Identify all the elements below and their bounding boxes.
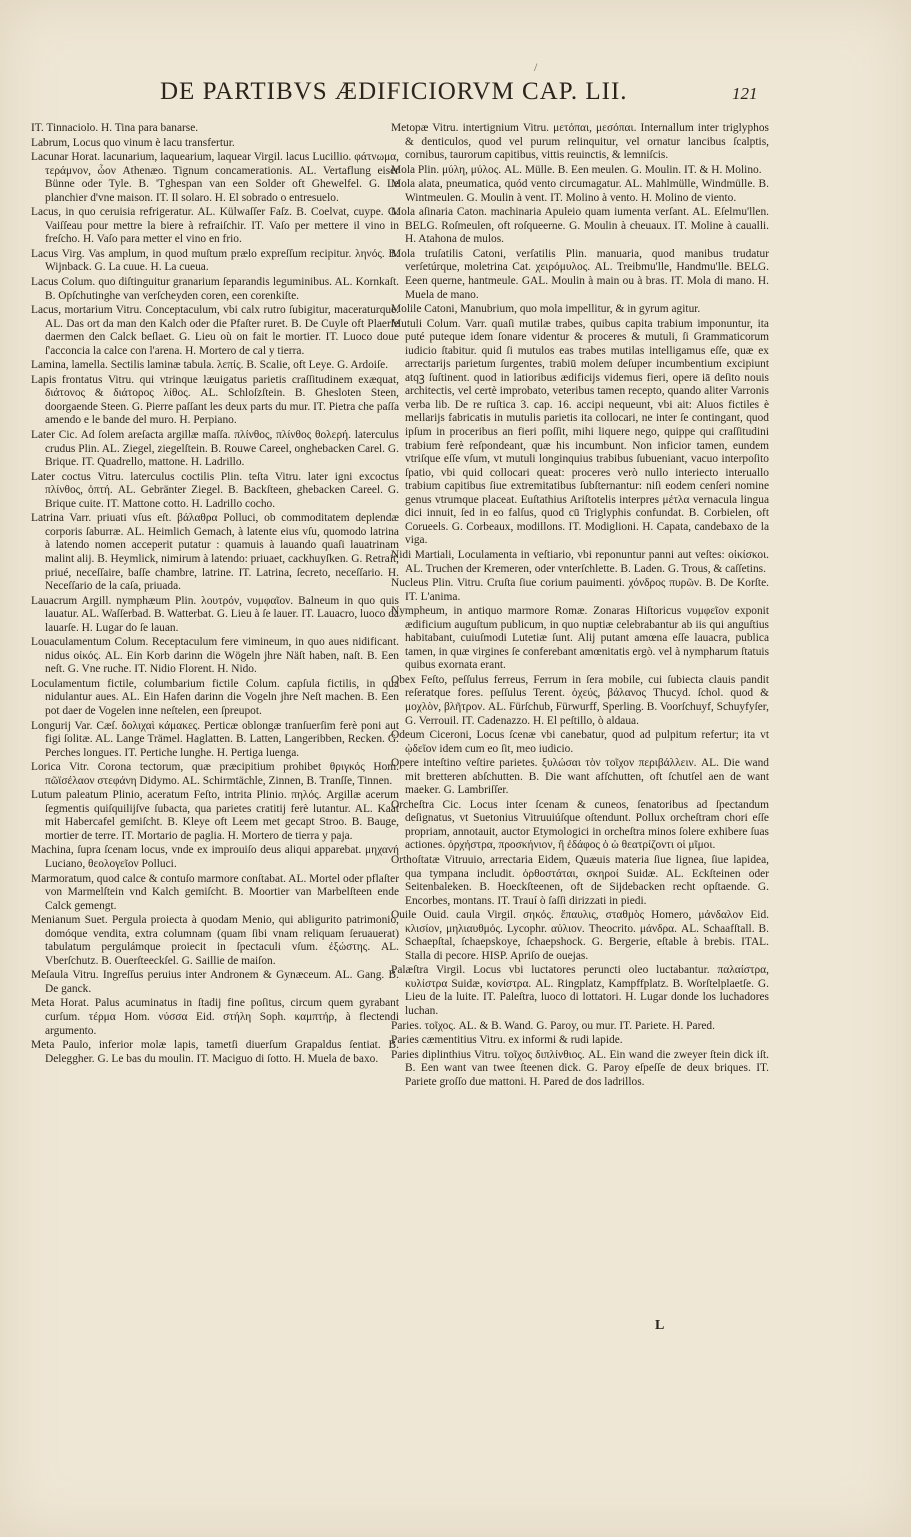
dictionary-entry: Labrum, Locus quo vinum è lacu transfertur. bbox=[31, 136, 235, 149]
dictionary-entry: Lacus Virg. Vas amplum, in quod muſtum prælo expreſſum recipitur. ληνός. B. Wijnback. G. La cuue. H. La cueua. bbox=[31, 247, 399, 274]
right-column bbox=[391, 122, 769, 1090]
dictionary-entry: Meta Horat. Palus acuminatus in ſtadij fine poſitus, circum quem gyrabant curſum. τέρμα Hom. νύσσα Eid. στήλη Soph. καμπτήρ, à flectendi argumento. bbox=[31, 997, 399, 1037]
dictionary-entry: Metopæ Vitru. intertignium Vitru. μετόπαι, μεσόπαι. Internallum inter triglyphos & denticulos, quod vel purum relinquitur, vel ornatur lancibus ſcalptis, cornibus, taurorum capitibus, vittis reuinctis, & lemniſcis. bbox=[391, 122, 769, 162]
dictionary-entry: Molile Catoni, Manubrium, quo mola impellitur, & in gyrum agitur. bbox=[391, 303, 701, 316]
running-header: DE PARTIBVS ÆDIFICIORVM CAP. LII. bbox=[160, 78, 628, 105]
dictionary-entry: Opere inteſtino veſtire parietes. ξυλώσαι τὸν τοῖχον περιβάλλειν. AL. Die wand mit bretteren abſchutten. B. Die want afſchutten, oft ſchutſel aen de want maeker. G. Lambriſſer. bbox=[391, 757, 769, 797]
dictionary-entry: Nidi Martiali, Loculamenta in veſtiario, vbi reponuntur panni aut veſtes: οἰκίσκοι. AL. Truchen der Kremeren, oder vnterſchlette. B. Laden. G. Trous, & caſſetins. bbox=[391, 548, 769, 575]
dictionary-entry: IT. Tinnaciolo. H. Tina para banarse. bbox=[31, 122, 199, 134]
dictionary-entry: Lauacrum Argill. nymphæum Plin. λουτρόν, νυμφαῖον. Balneum in quo quis lauatur. AL. Waſſerbad. B. Watterbat. G. Lieu à ſe lauer. IT. Lauacro, luoco da lauarſe. H. Lugar do ſe lauan. bbox=[31, 594, 399, 634]
dictionary-entry: Palæſtra Virgil. Locus vbi luctatores peruncti oleo luctabantur. παλαίστρα, κυλίστρα Suidæ, κονίστρα. AL. Ringplatz, Kampffplatz. B. Worſtelplaetſe. G. Lieu de la luite. IT. Paleſtra, luoco di lottatori. H. Lugar donde los luchadores luchan. bbox=[391, 964, 769, 1017]
dictionary-entry: Latrina Varr. priuati vſus eſt. βάλαθρα Polluci, ob commoditatem deplendæ corporis ſaburræ. AL. Heimlich Gemach, à latente eius vſu, quomodo latrina à latendo nomen acceperit putatur : quamuis à lauando quaſi lauatrinam malint alij. B. Heymlick, nimirum à latendo: priuaet, cackhuyſken. G. Retrait, priué, neceſſaire, baſſe chambre, latrine. IT. Latrina, ſecreto, neceſſario. H. Neceſſario de la caſa, priuada. bbox=[31, 512, 399, 593]
dictionary-entry: Menianum Suet. Pergula proiecta à quodam Menio, qui abligurito patrimonio, domóque vendita, extra columnam (quam ſibi vnam reliquam ſeruauerat) tabulatum pergulámque proiecit in ſpectaculi vſum. ἐξώστης. AL. Vberſchutz. B. Ouerſteeckſel. G. Saillie de maiſon. bbox=[31, 914, 399, 967]
dictionary-entry: Paries cæmentitius Vitru. ex informi & rudi lapide. bbox=[391, 1034, 623, 1047]
dictionary-entry: Paries diplinthius Vitru. τοῖχος διπλίνθιος. AL. Ein wand die zweyer ſtein dick iſt. B. Een want van twee ſteenen dick. G. Paroy eſpeſſe de deux briques. IT. Pariete groſſo due mattoni. H. Pared de dos ladrillos. bbox=[391, 1048, 769, 1088]
dictionary-entry: Lacus, in quo ceruisia refrigeratur. AL. Külwaſſer Faſz. B. Coelvat, cuype. G. Vaiſſeau pour mettre la biere à refraiſchir. IT. Vaſo per mettere il vino in freſcho. H. Vaſo para metter el vino en frio. bbox=[31, 206, 399, 246]
page-number: 121 bbox=[732, 84, 758, 103]
dictionary-entry: Lapis frontatus Vitru. qui vtrinque læuigatus parietis craſſitudinem exæquat, διάτονος & διάτορος λίθος. AL. Schloſzſtein. B. Ghesloten Steen, doorgaende Steen. G. Pierre paſſant les deux parts du mur. IT. Pietra che paſſa amendo e le bande del muro. H. Perpiano. bbox=[31, 373, 399, 427]
signature-mark: L bbox=[655, 1318, 665, 1333]
dictionary-entry: Mola Plin. μύλη, μύλος. AL. Mülle. B. Een meulen. G. Moulin. IT. & H. Molino. bbox=[391, 163, 762, 176]
dictionary-entry: Odeum Ciceroni, Locus ſcenæ vbi canebatur, quod ad pulpitum refertur; ita vt ᾠδεῖον idem cum eo ſit, meo iudicio. bbox=[391, 729, 769, 755]
dictionary-entry: Ouile Ouid. caula Virgil. σηκός. ἔπαυλις, σταθμὸς Homero, μάνδαλον Eid. κλισίον, μηλιαυθμός. Lycophr. αὐλιον. Theocrito. μάνδρα. AL. Schaafſtall. B. Schaepſtal, ſchaepskoye, ſchaepshock. G. Bergerie, eſtable à brebis. ITAL. Stalla di pecore. HISP. Apriſo de ouejas. bbox=[391, 909, 769, 962]
dictionary-entry: Later Cic. Ad ſolem areſacta argillæ maſſa. πλίνθος, πλίνθος θολερή. laterculus crudus Plin. AL. Ziegel, ziegelſtein. B. Rouwe Careel, onghebacken Carel. G. Brique. IT. Quadrello, mattone. H. Ladrillo. bbox=[31, 429, 399, 469]
dictionary-entry: Lacunar Horat. lacunarium, laquearium, laquear Virgil. lacus Lucillio. φάτνωμα, τεράμνον, ὦον Athenæo. Tignum concamerationis. AL. Vertaflung eiser Bünne oder Tyle. B. 'Tghespan van een Solder oft Ghewelfel. G. Le planchier d'vne maison. IT. Il solaro. H. El sobrado o entresuelo. bbox=[31, 151, 399, 204]
dictionary-entry: Loculamentum fictile, columbarium fictile Colum. capſula fictilis, in qua nidulantur aues. AL. Ein Hafen darinn die Vogeln jhre Neſt machen. B. Een pot daer de Vogelen inne neſtelen, een ſpreupot. bbox=[31, 677, 399, 717]
dictionary-entry: Mola aſinaria Caton. machinaria Apuleio quam iumenta verſant. AL. Eſelmu'llen. BELG. Roſmeulen, oft roſqueerne. G. Moulin à cheuaux. IT. Moline à caualli. H. Atahona de mulos. bbox=[391, 206, 769, 246]
dictionary-entry: Meſaula Vitru. Ingreſſus peruius inter Andronem & Gynæceum. AL. Gang. B. De ganck. bbox=[31, 969, 399, 995]
dictionary-entry: Lacus, mortarium Vitru. Conceptaculum, vbi calx rutro ſubigitur, maceraturque. AL. Das ort da man den Kalch oder die Pfaſter ruret. B. De Cuyle oft Plaerſe daermen den Calck beſlaet. G. Lieu où on fait le mortier. IT. Luoco doue ſ'acconcia la calce con l'arena. H. Mortero de cal y tierra. bbox=[31, 304, 399, 357]
dictionary-entry: Lorica Vitr. Corona tectorum, quæ præcipitium prohibet θριγκός Hom. πῶϊσέλαον στεφάνη Didymo. AL. Schirmtächle, Zinnen, B. Tranſſe, Tinnen. bbox=[31, 761, 399, 787]
dictionary-entry: Louaculamentum Colum. Receptaculum fere vimineum, in quo aues nidificant. nidus οἰκός. AL. Ein Korb darinn die Wögeln jhre Näſt haben, naſt. B. Een neſt. G. Vne ruche. IT. Nidio Florent. H. Nido. bbox=[31, 636, 399, 676]
dictionary-entry: Orcheſtra Cic. Locus inter ſcenam & cuneos, ſenatoribus ad ſpectandum deſignatus, vt Suetonius Vitruuiúſque oſtendunt. Pollux orcheſtram chori eſſe propriam, annotauit, auctor Etymologici in orcheſtra minos ſolere exhibere ſuas actiones. ὀρχήστρα, προσκήνιον, ἢ ἐδάφος ὁ ὡ θεατρίζοντι οἱ μῖμοι. bbox=[391, 798, 769, 852]
dictionary-entry: Mutuli Colum. Varr. quaſi mutilæ trabes, quibus capita trabium imponuntur, ita puté puteque idem ſonare videntur & proceres & mutuli, ſi Grammaticorum iudicio ſtabitur. quid ſi mutulos eas trabes mutilas intelligamus eſſe, quæ ex arrectarijs parietum ſurgentes, trabiū molem deſuper incumbentium excipiunt atqꝫ ſuſtinent. quod in latioribus ædificijs videmus fieri, opere iā deſito nouis architectis, vel certè improbato, veteribus tamen recepto, quando aliter Varronis verba lib. De re ruſtica 3. cap. 16. accipi nequeunt, vbi ait: Aluos fictiles è mellarijs fabricatis in mutulis parietis ita collocari, ne inter ſe contingant, quod ipſum in proceribus an fieri poſſit, mihi liquere nego, quippe qui craſſitudini trabium ferè reſpondeant, quæ his incumbunt. Non inficior tamen, eundem vtriſque eſſe vſum, vt mutuli longinquius trabibus ſubueniant, vacuo interpoſito ſpatio, vbi quid collocari queat: proceres verò nullo interiecto interuallo trabium capitibus ſiue extremitatibus ſubſternantur: niſi eodem cenſeri nomine genus vtrumque placeat. Euſtathius Ariſtotelis interpres μέτλα vernacula lingua dici innuit, ſed in eo falſus, quod cū Triglyphis confundat. B. Corbielen, oft Corueels. G. Corbeaux, modillons. IT. Modiglioni. H. Capata, candebaxo de la viga. bbox=[391, 317, 769, 547]
dictionary-entry: Obex Feſto, peſſulus ferreus, Ferrum in ſera mobile, cui ſubiecta clauis pandit reſeratque fores. peſſulus Terent. ὀχεύς, βάλανος Thucyd. ſchol. quod & μοχλὸν, βλῆτρον. AL. Fürſchub, Fürwurff, Sperling. B. Voorſchuyf, Schuyfyſer, G. Verrouil. IT. Cadenazzo. H. El peſtillo, ò aldaua. bbox=[391, 673, 769, 727]
dictionary-entry: Lutum paleatum Plinio, aceratum Feſto, intrita Plinio. πηλός. Argillæ acerum ſegmentis quiſquilijſve ſubacta, qua parietes cratitij ferè lutantur. AL. Kaat mit Habercafel gemiſcht. B. Kleye oft Leem met gecapt Stroo. B. Bauge, mortier de terre. IT. Mortario de paglia. H. Mortero de tierra y paja. bbox=[31, 789, 399, 842]
dictionary-entry: Nucleus Plin. Vitru. Cruſta ſiue corium pauimenti. χόνδρος πυρῶν. B. De Korſte. IT. L'anima. bbox=[391, 577, 769, 603]
dictionary-entry: Mola truſatilis Catoni, verſatilis Plin. manuaria, quod manibus trudatur verſetúrque, moletrina Cat. χειρόμυλος. AL. Treibmu'lle, Handmu'lle. BELG. Eeen querne, hantmeule. GAL. Moulin à main ou à bras. IT. Mola di mano. H. Muela de mano. bbox=[391, 247, 769, 301]
dictionary-entry: Orthoſtatæ Vitruuio, arrectaria Eidem, Quæuis materia ſiue lignea, ſiue lapidea, qua tympana includit. ὀρθοστάται, σκηροί Suidæ. AL. Eckſteinen oder Seitenbaleken. B. Hoeckſteenen, oft de Sijdebacken recht opſtaende. G. Encorbes, montans. IT. Trauí ò ſaſſi dirizzati in piedi. bbox=[391, 853, 769, 907]
dictionary-entry: Lamina, lamella. Sectilis laminæ tabula. λεπίς. B. Scalie, oft Leye. G. Ardoiſe. bbox=[31, 359, 389, 372]
dictionary-entry: Machina, ſupra ſcenam locus, vnde ex improuiſo deus aliqui apparebat. μηχανή Luciano, θεολογεῖον Polluci. bbox=[31, 844, 399, 870]
dictionary-entry: Marmoratum, quod calce & contuſo marmore conſtabat. AL. Mortel oder pflaſter von Marmelſtein vnd Kalch gemiſcht. B. Moortier van Marbelſteen ende Calck gemengt. bbox=[31, 872, 399, 912]
dictionary-entry: Longurij Var. Cæſ. δολιχαὶ κάμακες. Perticæ oblongæ tranſuerſim ferè poni aut figi ſolitæ. AL. Lange Trämel. Haglatten. B. Latten, Langeribben, Recken. G. Perches longues. IT. Pertiche lunghe. H. Pertiga luenga. bbox=[31, 719, 399, 759]
dictionary-entry: Lacus Colum. quo diſtinguitur granarium ſeparandis leguminibus. AL. Kornkaſt. B. Opſchutinghe van verſcheyden coren, een corenkiſte. bbox=[31, 276, 399, 302]
stray-ink-mark: / bbox=[534, 60, 538, 74]
dictionary-entry: Meta Paulo, inferior molæ lapis, tametſi diuerſum Grapaldus ſentiat. B. Deleggher. G. Le bas du moulin. IT. Maciguo di ſotto. H. Muela de baxo. bbox=[31, 1039, 399, 1065]
dictionary-entry: Paries. τοῖχος. AL. & B. Wand. G. Paroy, ou mur. IT. Pariete. H. Pared. bbox=[391, 1019, 715, 1032]
dictionary-entry: Later coctus Vitru. laterculus coctilis Plin. teſta Vitru. later igni excoctus πλίνθος, ὀπτή. AL. Gebränter Ziegel. B. Backſteen, ghebacken Careel. G. Brique cuite. IT. Mattone cotto. H. Ladrillo cocho. bbox=[31, 470, 399, 510]
dictionary-entry: Mola alata, pneumatica, quód vento circumagatur. AL. Mahlmülle, Windmülle. B. Wintmeulen. G. Moulin à vent. IT. Molino à vento. H. Molino de viento. bbox=[391, 178, 769, 204]
dictionary-entry: Nympheum, in antiquo marmore Romæ. Zonaras Hiſtoricus νυμφεῖον exponit ædificium auguſtum publicum, in quo nuptiæ celebrabantur ab iis qui anguſtius habitabant, cuiuſmodi Lutetiæ ſunt. Alij putant amœna eſſe lauacra, publica tamen, in quæ virgines ſe conferebant amœnitatis ergò. vel à nympharum ſtatuis quibus exornata erant. bbox=[391, 605, 769, 672]
left-column bbox=[31, 122, 399, 1067]
